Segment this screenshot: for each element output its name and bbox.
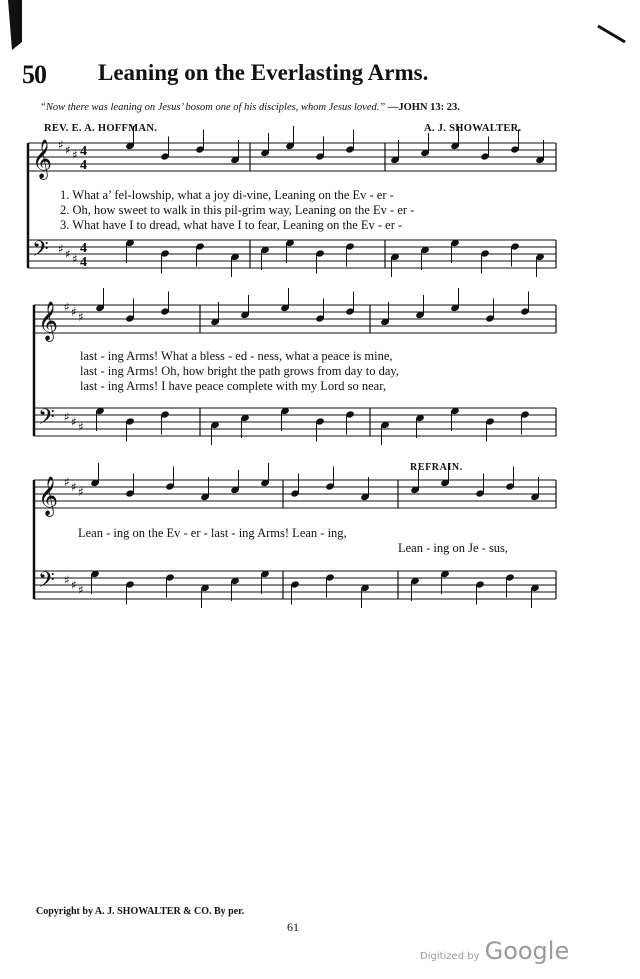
verse-1-lyric-line-b: last - ing Arms! What a bless - ed - ness, what a peace is mine,	[80, 349, 393, 363]
sharp-icon: ♯	[78, 485, 84, 499]
sharp-icon: ♯	[78, 310, 84, 324]
sharp-icon: ♯	[65, 143, 71, 157]
copyright-notice: Copyright by A. J. SHOWALTER & CO. By per.	[36, 906, 245, 917]
verse-3-lyric-line-a: 3. What have I to dread, what have I to fear, Leaning on the Ev - er -	[60, 218, 403, 232]
sharp-icon: ♯	[65, 247, 71, 261]
time-signature: 4	[80, 255, 87, 270]
sharp-icon: ♯	[58, 242, 64, 256]
sharp-icon: ♯	[71, 480, 77, 494]
composer-credit: A. J. SHOWALTER.	[424, 123, 522, 134]
sharp-icon: ♯	[64, 573, 70, 587]
verse-2-lyric-line-a: 2. Oh, how sweet to walk in this pil-grim way, Leaning on the Ev - er -	[60, 203, 415, 217]
time-signature: 4	[80, 158, 87, 173]
epigraph-reference: —JOHN 13: 23.	[387, 102, 460, 113]
sharp-icon: ♯	[72, 148, 78, 162]
sharp-icon: ♯	[64, 475, 70, 489]
sharp-icon: ♯	[58, 138, 64, 152]
time-signature: 4	[80, 144, 87, 159]
sharp-icon: ♯	[78, 420, 84, 434]
sharp-icon: ♯	[71, 305, 77, 319]
sharp-icon: ♯	[78, 583, 84, 597]
time-signature: 4	[80, 241, 87, 256]
treble-clef-icon: 𝄞	[38, 301, 59, 341]
refrain-lyric-line-2: Lean - ing on Je - sus,	[398, 541, 509, 555]
author-credit: REV. E. A. HOFFMAN.	[44, 123, 158, 134]
epigraph-text: “Now there was leaning on Jesus’ bosom one of his disciples, whom Jesus loved.”	[40, 102, 386, 113]
google-logo: Google	[484, 937, 570, 965]
verse-2-lyric-line-b: last - ing Arms! Oh, how bright the path grows from day to day,	[80, 364, 399, 378]
sharp-icon: ♯	[72, 252, 78, 266]
treble-clef-icon: 𝄞	[32, 139, 53, 179]
sharp-icon: ♯	[64, 300, 70, 314]
sharp-icon: ♯	[71, 578, 77, 592]
margin-ink-mark	[8, 0, 22, 50]
bass-clef-icon: 𝄢	[38, 568, 55, 598]
refrain-lyric-line-1: Lean - ing on the Ev - er - last - ing Arms! Lean - ing,	[78, 526, 347, 540]
verse-1-lyric-line-a: 1. What a’ fel-lowship, what a joy di-vine, Leaning on the Ev - er -	[60, 188, 394, 202]
hymn-title: Leaning on the Everlasting Arms.	[98, 60, 429, 85]
verse-3-lyric-line-b: last - ing Arms! I have peace complete with my Lord so near,	[80, 379, 386, 393]
bass-clef-icon: 𝄢	[32, 237, 49, 267]
sharp-icon: ♯	[71, 415, 77, 429]
page-number: 61	[287, 920, 299, 934]
digitized-by-watermark	[420, 937, 569, 965]
refrain-label: REFRAIN.	[410, 462, 463, 473]
hymn-number: 50	[22, 60, 46, 89]
margin-ink-mark	[598, 26, 625, 42]
treble-clef-icon: 𝄞	[38, 476, 59, 516]
bass-clef-icon: 𝄢	[38, 405, 55, 435]
digitized-by-text: Digitized by	[420, 951, 480, 962]
sharp-icon: ♯	[64, 410, 70, 424]
